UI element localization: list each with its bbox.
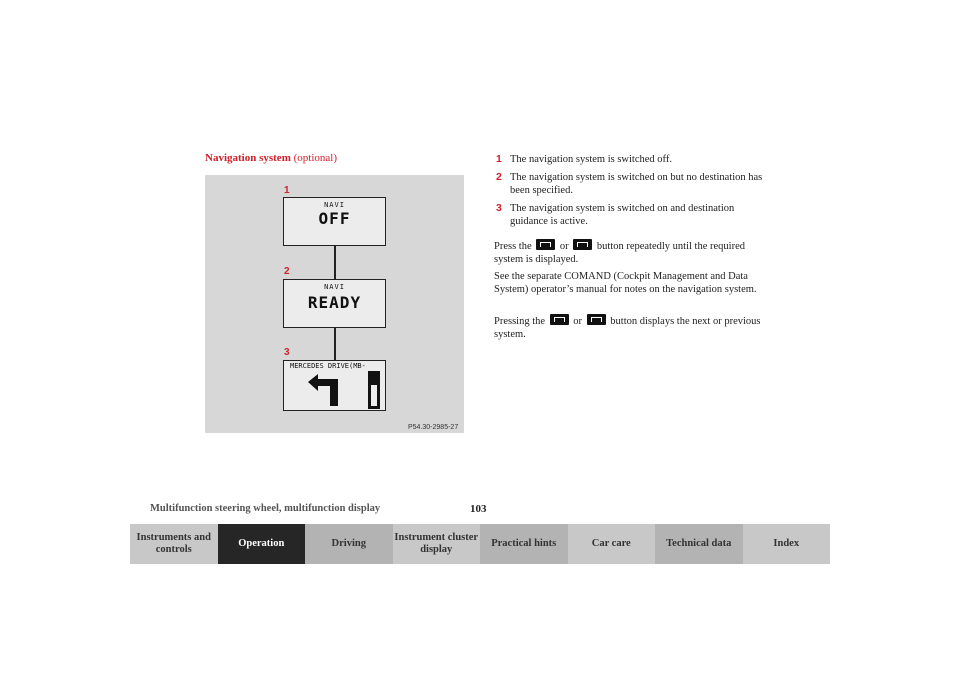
steering-button-down-icon — [573, 239, 592, 250]
display-guidance — [283, 360, 386, 411]
steering-button-down-icon — [587, 314, 606, 325]
section-tabs — [130, 524, 830, 564]
tab-car-care[interactable]: Car care — [568, 524, 656, 564]
tab-instruments-and-controls[interactable]: Instruments and controls — [130, 524, 218, 564]
navigation-figure — [205, 175, 464, 433]
list-number: 3 — [496, 202, 502, 214]
panel-number-2: 2 — [284, 266, 290, 277]
display-value: READY — [307, 293, 362, 312]
tab-instrument-cluster-display[interactable]: Instrument cluster display — [393, 524, 481, 564]
optional-label: (optional) — [293, 152, 337, 164]
para-text: button repeatedly until the required system is displayed. — [494, 241, 745, 265]
display-header: NAVI — [324, 201, 345, 209]
connector-line — [334, 328, 336, 361]
distance-bar-icon — [368, 371, 380, 409]
connector-line — [334, 246, 336, 279]
steering-button-up-icon — [550, 314, 569, 325]
footer-section-title: Multifunction steering wheel, multifunction display — [150, 503, 381, 514]
paragraph-press — [494, 239, 764, 266]
para-text: Press the — [494, 241, 532, 252]
panel-number-1: 1 — [284, 185, 290, 196]
list-number: 1 — [496, 153, 502, 165]
tab-technical-data[interactable]: Technical data — [655, 524, 743, 564]
section-heading — [205, 152, 337, 164]
paragraph-comand: See the separate COMAND (Cockpit Management and Data System) operator’s manual for notes on the navigation system. — [494, 271, 757, 295]
list-item — [496, 171, 766, 197]
section-title: Navigation system — [205, 152, 291, 164]
para-text: or — [573, 316, 583, 327]
list-text: The navigation system is switched off. — [510, 154, 672, 165]
turn-left-arrow-icon — [306, 372, 346, 408]
list-number: 2 — [496, 171, 502, 183]
para-text: button displays the next or previous system. — [494, 316, 761, 340]
tab-operation[interactable]: Operation — [218, 524, 306, 564]
page-number: 103 — [470, 503, 487, 515]
tab-index[interactable]: Index — [743, 524, 831, 564]
display-off — [283, 197, 386, 246]
tab-driving[interactable]: Driving — [305, 524, 393, 564]
display-value: OFF — [318, 209, 351, 228]
list-text: The navigation system is switched on and destination guidance is active. — [510, 203, 735, 227]
paragraph-pressing — [494, 314, 764, 341]
display-header: MERCEDES DRIVE(MB- — [290, 362, 366, 370]
display-ready — [283, 279, 386, 328]
tab-practical-hints[interactable]: Practical hints — [480, 524, 568, 564]
list-item — [496, 202, 766, 228]
list-text: The navigation system is switched on but no destination has been specified. — [510, 172, 763, 196]
display-header: NAVI — [324, 283, 345, 291]
steering-button-up-icon — [536, 239, 555, 250]
figure-code: P54.30-2985-27 — [408, 424, 459, 431]
list-item — [496, 153, 766, 166]
para-text: Pressing the — [494, 316, 546, 327]
para-text: or — [559, 241, 569, 252]
panel-number-3: 3 — [284, 347, 290, 358]
